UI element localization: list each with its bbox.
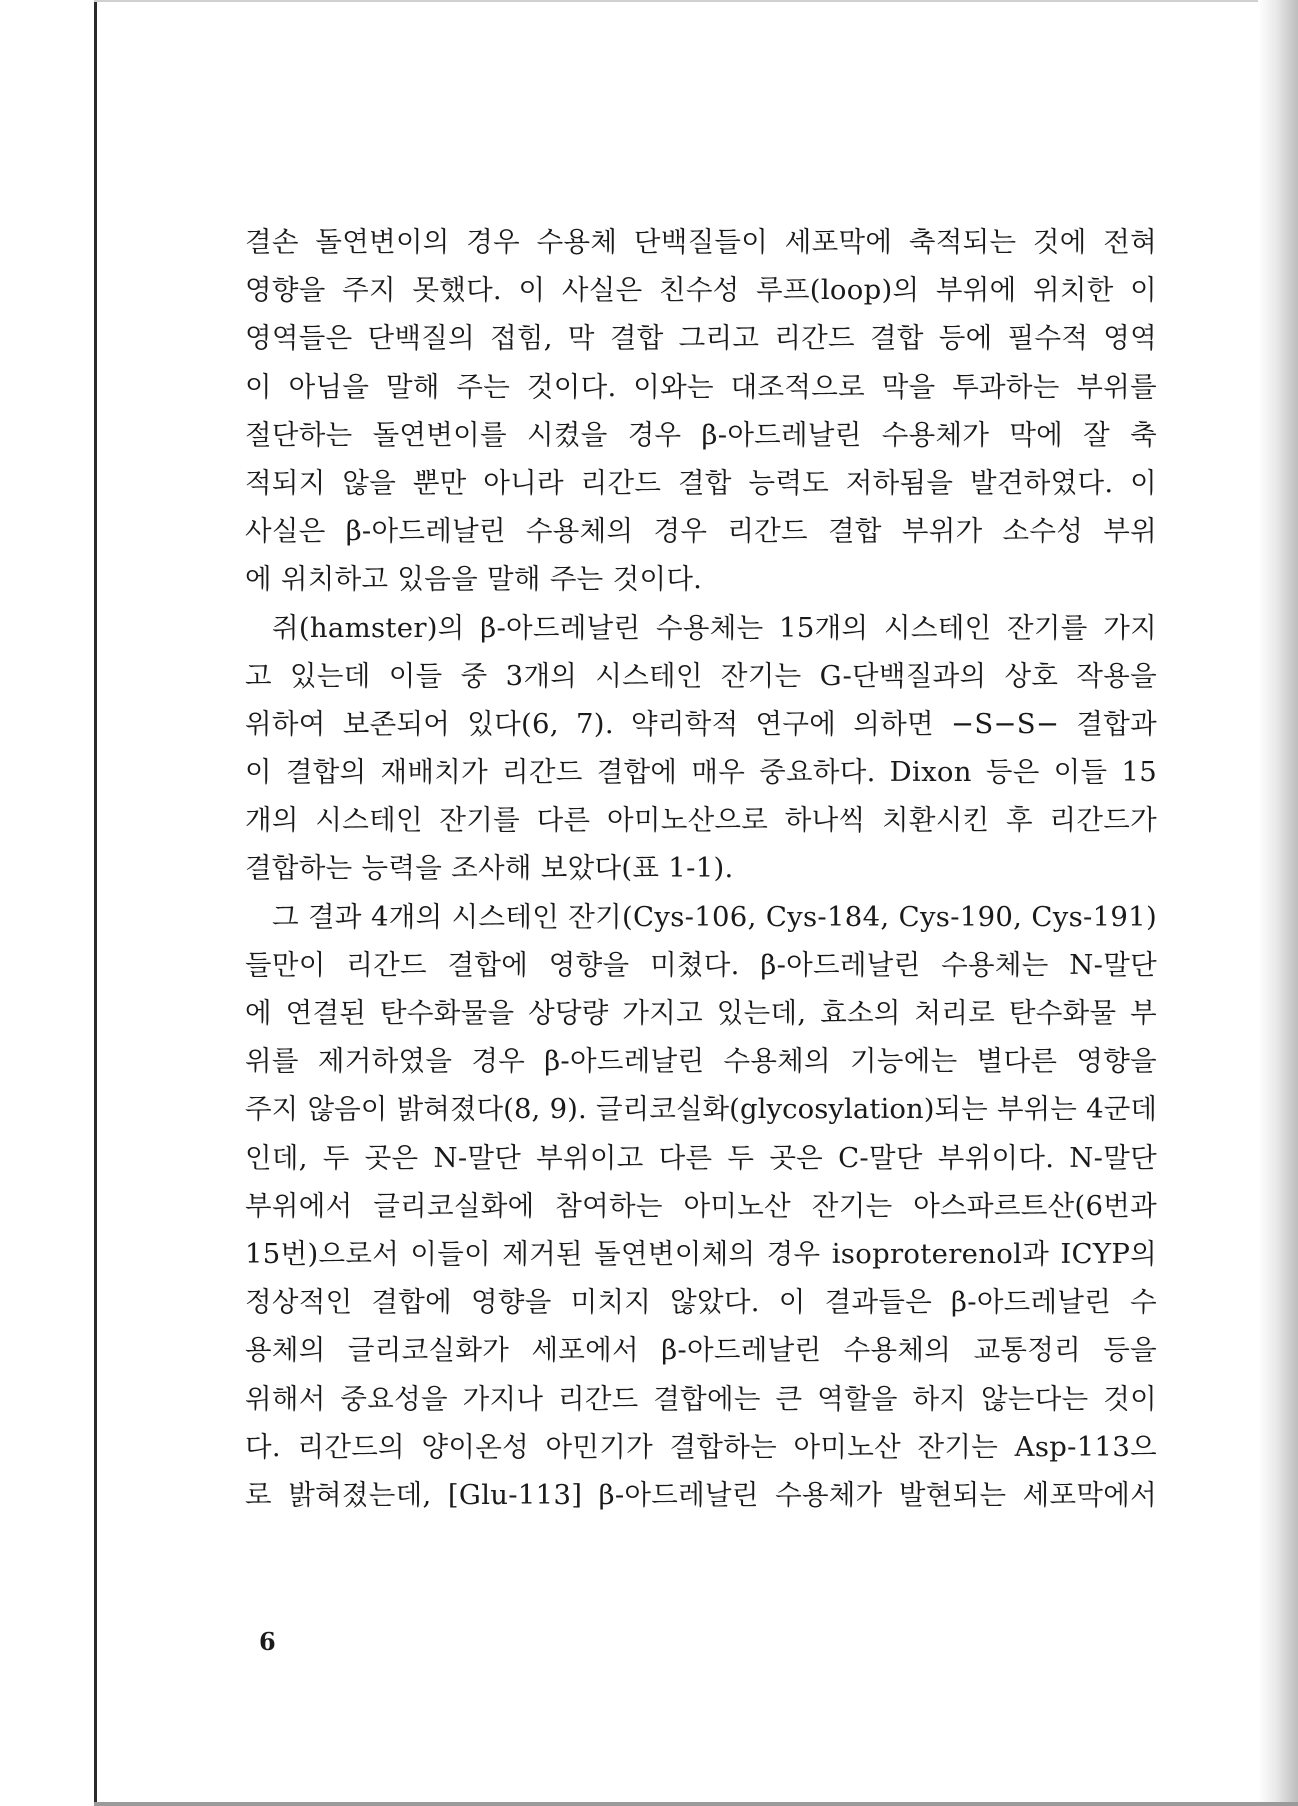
page-right-shadow	[1258, 0, 1298, 1806]
page-left-border	[94, 0, 97, 1806]
text-line: 그 결과 4개의 시스테인 잔기(Cys-106, Cys-184, Cys-190, Cys-191)	[272, 900, 1157, 933]
text-line: 결손 돌연변이의 경우 수용체 단백질들이 세포막에 축적되는 것에 전혀	[245, 226, 1157, 258]
text-line: 고 있는데 이들 중 3개의 시스테인 잔기는 G-단백질과의 상호 작용을	[245, 659, 1157, 692]
text-line: 정상적인 결합에 영향을 미치지 않았다. 이 결과들은 β-아드레날린 수	[245, 1286, 1157, 1319]
text-line: 다. 리간드의 양이온성 아민기가 결합하는 아미노산 잔기는 Asp-113으	[245, 1430, 1157, 1463]
text-line: 15번)으로서 이들이 제거된 돌연변이체의 경우 isoproterenol과 ICYP의	[245, 1237, 1157, 1270]
text-line: 사실은 β-아드레날린 수용체의 경우 리간드 결합 부위가 소수성 부위	[245, 515, 1157, 548]
text-line: 로 밝혀졌는데, [Glu-113] β-아드레날린 수용체가 발현되는 세포막에서	[245, 1478, 1157, 1511]
text-line: 주지 않음이 밝혀졌다(8, 9). 글리코실화(glycosylation)되는 부위는 4군데	[245, 1093, 1157, 1126]
text-line: 위를 제거하였을 경우 β-아드레날린 수용체의 기능에는 별다른 영향을	[245, 1045, 1157, 1078]
left-margin	[0, 0, 94, 1806]
text-line: 영향을 주지 못했다. 이 사실은 친수성 루프(loop)의 부위에 위치한 이	[245, 274, 1157, 307]
page-bottom-edge	[94, 1802, 1298, 1806]
text-line: 절단하는 돌연변이를 시켰을 경우 β-아드레날린 수용체가 막에 잘 축	[245, 418, 1157, 451]
text-line: 쥐(hamster)의 β-아드레날린 수용체는 15개의 시스테인 잔기를 가지	[272, 611, 1157, 644]
text-line: 에 위치하고 있음을 말해 주는 것이다.	[245, 563, 703, 596]
text-line: 용체의 글리코실화가 세포에서 β-아드레날린 수용체의 교통정리 등을	[245, 1334, 1157, 1367]
text-line: 들만이 리간드 결합에 영향을 미쳤다. β-아드레날린 수용체는 N-말단	[245, 948, 1157, 981]
body-text	[245, 218, 1157, 1519]
text-line: 결합하는 능력을 조사해 보았다(표 1-1).	[245, 852, 734, 885]
text-line: 인데, 두 곳은 N-말단 부위이고 다른 두 곳은 C-말단 부위이다. N-말단	[245, 1141, 1157, 1174]
text-line: 개의 시스테인 잔기를 다른 아미노산으로 하나씩 치환시킨 후 리간드가	[245, 804, 1157, 837]
text-line: 부위에서 글리코실화에 참여하는 아미노산 잔기는 아스파르트산(6번과	[245, 1189, 1157, 1222]
text-line: 위해서 중요성을 가지나 리간드 결합에는 큰 역할을 하지 않는다는 것이	[245, 1382, 1157, 1415]
text-line: 에 연결된 탄수화물을 상당량 가지고 있는데, 효소의 처리로 탄수화물 부	[245, 997, 1157, 1029]
text-line: 위하여 보존되어 있다(6, 7). 약리학적 연구에 의하면 −S−S− 결합과	[245, 707, 1157, 740]
text-line: 영역들은 단백질의 접힘, 막 결합 그리고 리간드 결합 등에 필수적 영역	[245, 322, 1157, 355]
text-line: 적되지 않을 뿐만 아니라 리간드 결합 능력도 저하됨을 발견하였다. 이	[245, 466, 1157, 499]
text-line: 이 결합의 재배치가 리간드 결합에 매우 중요하다. Dixon 등은 이들 15	[245, 756, 1157, 789]
text-line: 이 아님을 말해 주는 것이다. 이와는 대조적으로 막을 투과하는 부위를	[245, 370, 1157, 403]
page-top-edge	[94, 0, 1298, 2]
page-number: 6	[259, 1627, 276, 1656]
